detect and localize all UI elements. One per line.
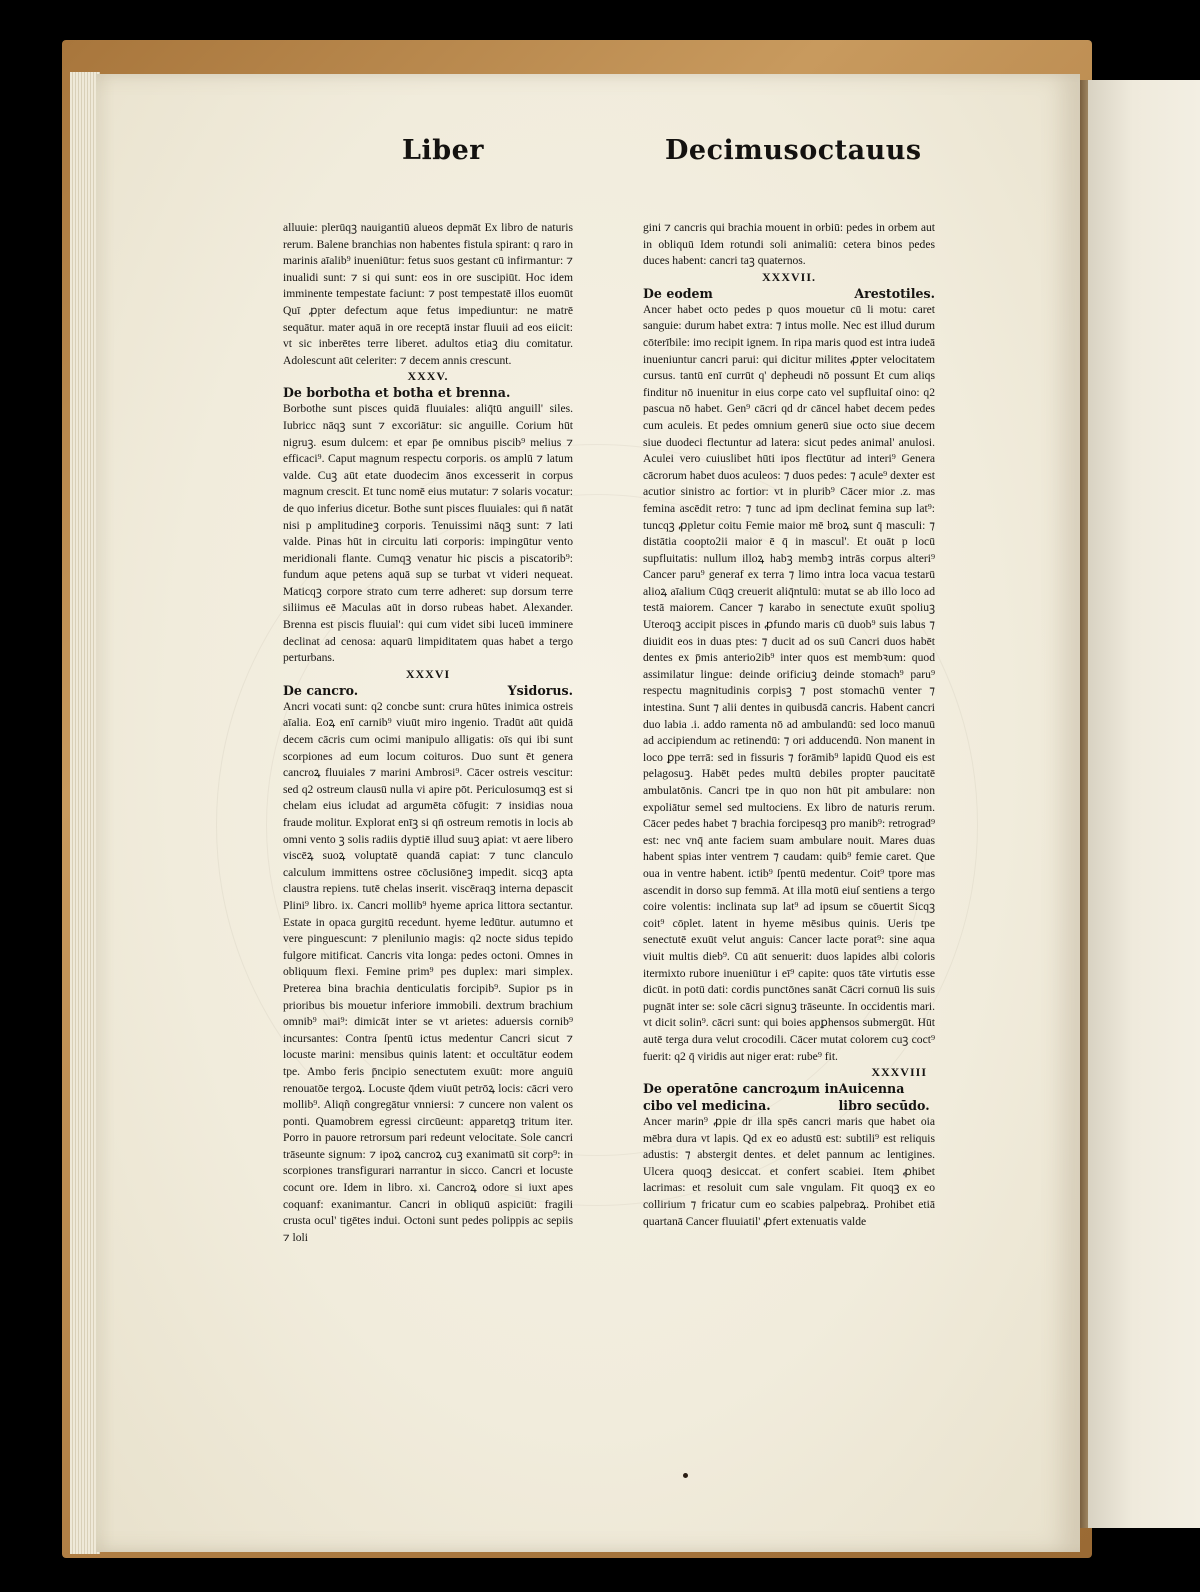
chapter-heading [283,682,573,699]
chapter-source: Ysidorus. [507,682,573,698]
chapter-source: Auicenna libro secūdo. [838,1081,930,1114]
running-head-right: Decimusoctauus [665,135,922,166]
text-column-left [283,220,573,1246]
chapter-source: Arestotiles. [854,285,935,301]
running-head-left: Liber [402,135,485,166]
chapter-heading [283,384,573,401]
paragraph: Ancri vocati sunt: q2 concbe sunt: crura hūtes inimica ostreis aīalia. Eoꝝ enī carnib⁹ viuūt miro ingenio. Tradūt aūt quidā decem cācris cum ocimi manipulo alligatis: oīs qui ibi sunt scorpiones ad eum locum coituros. Duo sunt ēt genera cancroꝝ fluuiales ⁊ marini Ambrosi⁹. Cācer ostreis vescitur: sed q2 ostreum clausū nulla vi apire pōt. Periculosumqꝫ est si chelam eius icludat ad argumēta cōfugit: ⁊ insidias noua fraude molitur. Explorat enīꝫ si qn̄ ostreum remotis in locis ab omni vento ꝫ solis radiis dyptiē illud suuꝫ apiat: vt aere libero viscēꝝ suoꝝ voluptatē quandā capiat: ⁊ tunc clanculo calculum immittens ostree cōclusiōneꝫ impedit. sicqꝫ apta claustra repiens. tutē chelas inserit. viscēraqꝫ interna depascit Plini⁹ libro. ix. Cancri mollib⁹ hyeme aprica littora sectantur. Estate in opaca gurgitū recedunt. hyeme ledūtur. autumno et vere pinguescunt: ⁊ plenilunio magis: q2 nocte sidus tepido fulgore mitificat. Cancris vita longa: pedes octoni. Omnes in obliquum flexi. Femine prim⁹ pes duplex: mari simplex. Preterea bina brachia denticulatis forcipib⁹. Supior ps in prioribus bis mouetur inferiore immobili. dextrum brachium omnib⁹ mai⁹: dimicāt inter se vt arietes: aduersis cornib⁹ incursantes: Contra ſpentū ictus medentur Cancri sicut ⁊ locuste marini: mensibus quinis latent: et occultātur eodem tpe. Ambo feris p̄ncipio senectutem exuūt: more anguiū renouatōe tergoꝝ. Locuste q̄dem viuūt petrōꝝ locis: cācri vero mollib⁹. Aliqñ congregātur vnniersi: ⁊ cuncere non valent os ponti. Quamobrem egressi circūeunt: apparetqꝫ tritum iter. Porro in pauore retrorsum pari redeunt velocitate. Sole cancri trāseunte signum: ⁊ ipoꝝ cancroꝝ cuꝫ exanimatū sit corp⁹: in scorpiones transfigurari narrantur in sicco. Cancri et locuste cocunt ore. Idem in libro. xi. Cancroꝝ odore si iuxt apes coquanf: exanimantur. Cancri in obliquū aspiciūt: fragili crusta ocul' tigētes indui. Octoni sunt pedes polippis ac sepiis ⁊ loli [283,699,573,1244]
ink-spot [683,1473,688,1478]
chapter-title: De eodem [643,285,713,301]
chapter-title: De borbotha et botha et brenna. [283,385,511,401]
text-column-right [643,220,935,1230]
paragraph: Ancer marin⁹ ꝓpie dr illa spēs cancri maris que habet oia mēbra dura vt lapis. Qd ex eo adustū est: subtili⁹ est reliquis adustis: ⁊ abstergit dentes. et delet pannum ac lentigines. Ulcera quoqꝫ desiccat. et confert scabiei. Item ꝓhibet lacrimas: et resoluit cum sale vngulam. Fit quoqꝫ ex eo collirium ⁊ fricatur cum eo scabies palpebraꝝ. Prohibet etiā quartanā Cancer fluuiatil' ꝓfert extenuatis valde [643,1115,935,1228]
paragraph: alluuie: plerūqꝫ nauigantiū alueos depmāt Ex libro de naturis rerum. Balene branchias non habentes fistula spirant: q raro in marinis aīalib⁹ inueniūtur: fetus suos gestant cū infirmantur: ⁊ inualidi sunt: ⁊ si qui sunt: eos in ore suscipiūt. Hoc idem imminente tempestate faciunt: ⁊ post tempestatē illos euomūt Quī ꝓpter defectum aque fetus impediuntur: ne matrē sequātur. mater aquā in ore receptā instar fluuii ad eos eiicit: vt sic inberētes terre liberet. adultos etiaꝫ diu comitatur. Adolescunt aūt celeriter: ⁊ decem annis crescunt. [283,221,573,367]
chapter-heading [643,285,935,302]
chapter-number: XXXVIII [871,1065,927,1080]
chapter-number: XXXV. [407,369,449,384]
chapter-title: De cancro. [283,682,359,698]
paragraph: Ancer habet octo pedes p quos mouetur cū li motu: caret sanguie: durum habet extra: ⁊ intus molle. Nec est illud durum cōterībile: imo recipit ignem. In ripa maris quod est intra iudeā inueniuntur cancri parui: qui dicitur milites ꝓpter velocitatem cursus. tantū enī currūt q' depheudi nō possunt Et cum aliqs finditur nō inuenitur in eius corpe cato vel supfluitaſ oino: q2 pascua nō habet. Gen⁹ cācri qd dr cāncel habet decem pedes cum aculeis. Et pedes omnium generū siue octo siue decem siue duodeci flectuntur ad latera: sicut pedes animal' anulosi. Aculei vero cuiuslibet hūti ipos flectūtur ad interi⁹ Genera cācrorum habet duos aculeos: ⁊ duos pedes: ⁊ acule⁹ dexter est acutior sinistro ac fortior: vt in plurib⁹ Cācer mior .z. mas femina ascēdit retro: ⁊ tunc ad ipm declinat femina sup lat⁹: tuncqꝫ ꝓpletur coitu Femie maior mē broꝝ sunt q̄ masculi: ⁊ distātia coopto2ii maior ē q̄ in mascul'. Et ouāt p locū supfluitatis: nullum illoꝝ habꝫ membꝫ intrās corpus alteri⁹ Cancer paru⁹ generaf ex terra ⁊ limo intra loca vacua testarū alioꝝ aīalium Cūqꝫ creuerit aliq̄ntulū: mutat se ab illo loco ad testā maiorem. Cancer ⁊ karabo in senectute exuūt spoliuꝫ Uteroqꝫ accipit pisces in ꝓfundo maris cū duob⁹ suis labus ⁊ diuidit eos in duas ptes: ⁊ ducit ad os suū Cancri duos habēt dentes ex p̄mis anterio2ib⁹ inter quos est membꝛum: quod assimilatur lingue: deinde orificiuꝫ deinde stomach⁹ paru⁹ respectu magnitudinis corpisꝫ ⁊ post stomachū venter ⁊ intestina. Sunt ⁊ alii dentes in quibusdā cancris. Habent cancri duo labia .i. addo ramenta nō ad ambulandū: sed loco manuū ad accipiendum ac retinendū: ⁊ ori adducendū. Non manent in loco ꝑpe terrā: sed in fissuris ⁊ forāmib⁹ lapidū Quod eis est pelagosuꝫ. Habēt pedes multū debiles propter paucitatē ambulatōnis. Cancri tpe in quo non hūt pit ambulare: non expoliātur semel sed multociens. Ex libro de naturis rerum. Cācer pedes habet ⁊ brachia forcipesqꝫ pro manib⁹: retrograd⁹ est: nec vnq̄ ante faciem suam ambulare nouit. Mares duas habent spias inter ventrem ⁊ caudam: quib⁹ femie caret. Que oua in ventre habent. ictib⁹ ſpentū medentur. Coit⁹ tpore mas ascendit in dorso sup femmā. At illa motū eiuſ sentiens a tergo coire volentis: inclinata sup lat⁹ ad ipsum se cōuertit Sicqꝫ coit⁹ cōplet. latent in hyeme mēsibus quinis. Ueris tpe senectutē exuūt velut anguis: Cancer lacte porat⁹: sine aqua viuit multis dieb⁹. Cū aūt senuerit: duos lapides albi coloris itermixto rubore inueniūtur i eī⁹ capite: quos tāte virtutis esse dicūt. in potū dati: cordis punctōnes sanāt Cācri cornuū lis suis pugnāt inter se: sole cācri signuꝫ trāseunte. In occidentis mari. vt dicit solin⁹. cācri sunt: qui boies apꝑhensos submergūt. Hūt autē terga dura velut crocodili. Cācer mutat colorem cuꝫ coct⁹ fuerit: q2 q̄ viridis aut niger erat: rube⁹ fit. [643,302,935,1063]
paragraph: Borbothe sunt pisces quidā fluuiales: aliq̄tū anguill' siles. Iubricc nāqꝫ sunt ⁊ excoriātur: sic anguille. Corium hūt nigruꝫ. esum dulcem: et epar p̄e omnibus piscib⁹ melius ⁊ efficaci⁹. Caput magnum respectu corporis. os amplū ⁊ latum valde. Cuꝫ aūt etate duodecim ānos excesserit in corpus magnum crescit. Et tunc nomē eius mutatur: ⁊ solaris vocatur: de quo inferius dicetur. Bothe sunt pisces fluuiales: qui n̄ natāt nisi p amplitudineꝫ corporis. Tenuissimi nāqꝫ sunt: ⁊ lati valde. Pinas hūt in circuitu lati corporis: impingūtur vento meridionali flante. Cumqꝫ venatur hic piscis a piscatorib⁹: fundum aque petens aquā sup se turbat vt videri nequeat. Maticqꝫ corpore strato cum terre adheret: sup dorsum terre siliimus eē Maculas aūt in dorso rubeas habet. Alexander. Brenna est piscis fluuial': qui cum videt sibi luceū imminere declinat ad cenosa: aquarū limpiditatem quas habet a tergo perturbans. [283,402,573,665]
facing-page [1088,80,1200,1528]
paragraph: gini ⁊ cancris qui brachia mouent in orbiū: pedes in orbem aut in obliquū Idem rotundi soli animaliū: cetera binos pedes duces habent: cancri taꝫ quaternos. [643,221,935,268]
chapter-number: XXXVI [405,666,451,681]
chapter-title: De operatōne cancroꝝum in cibo vel medicina. [643,1081,839,1114]
chapter-number: XXXVII. [761,269,816,284]
chapter-heading [643,1080,935,1114]
